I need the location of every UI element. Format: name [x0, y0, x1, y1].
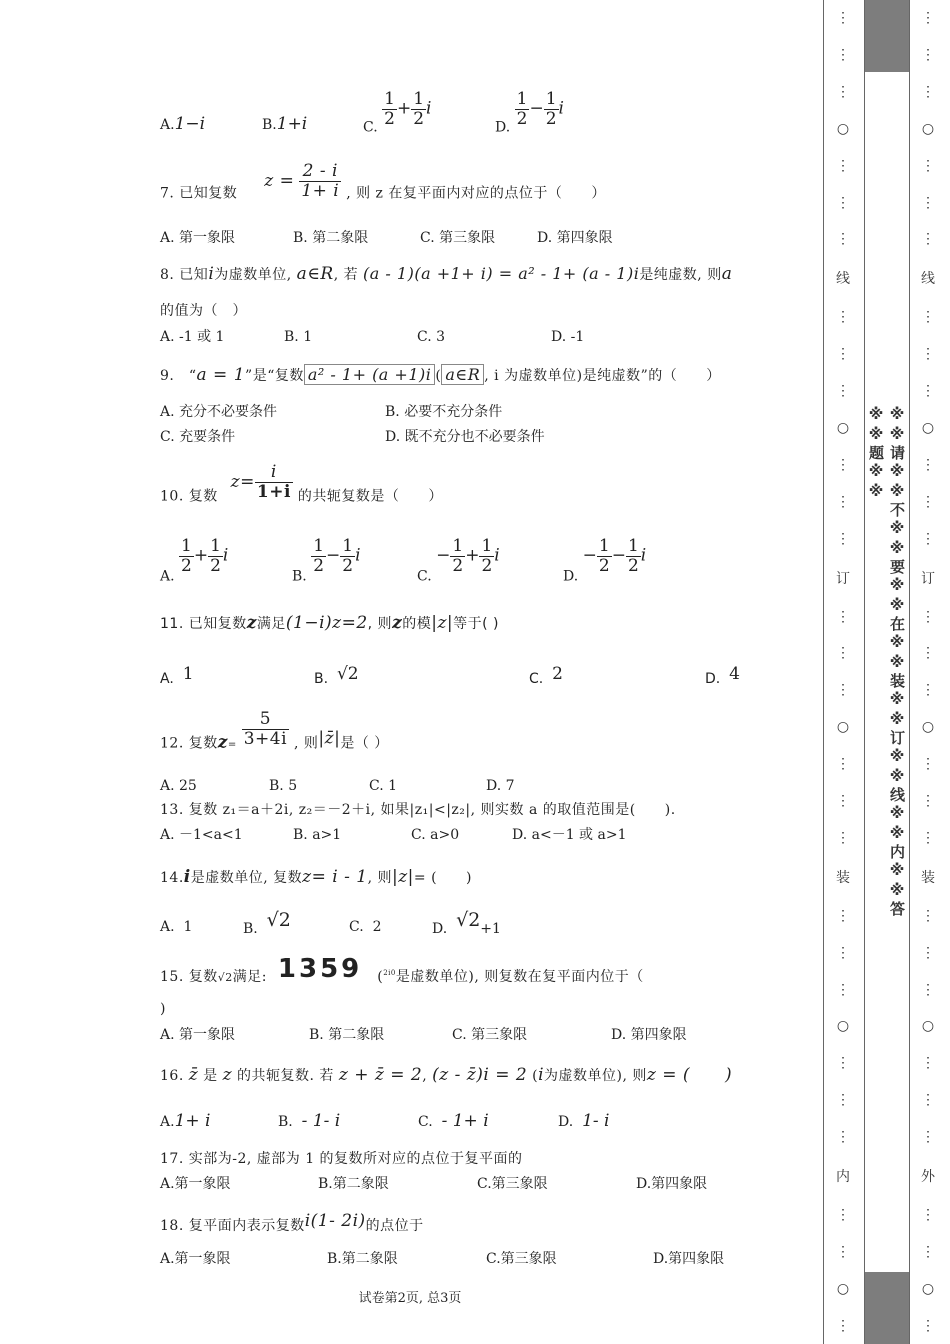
question-13: 13. 复数 z₁＝a＋2i, z₂＝－2＋i, 如果|z₁|<|z₂|, 则实数 a 的取值范围是( ).: [160, 802, 676, 818]
q16-option-c: C. - 1+ i: [418, 1111, 489, 1131]
label-xian: 线: [836, 271, 850, 288]
hole-circle: ○: [836, 1280, 850, 1297]
question-17: 17. 实部为-2, 虚部为 1 的复数所对应的点位于复平面的: [160, 1151, 523, 1167]
binding-line-mid: [864, 0, 865, 1344]
no-answer-warning: ※※请※※不※※要※※在※※装※※订※※线※※内※※答※※题※※: [867, 405, 906, 918]
question-8: 8. 已知i为虚数单位, a∈R, 若 (a - 1)(a +1+ i) = a² - 1+ (a - 1)i是纯虚数, 则a: [160, 264, 733, 284]
label-ding: 订: [836, 570, 850, 587]
hole-circle: ○: [836, 120, 850, 137]
q11-option-a: A. 1: [160, 664, 194, 687]
hole-circle: ○: [921, 1018, 935, 1035]
hole-circle: ○: [921, 719, 935, 736]
question-12: 12. 复数$z_=$ $\frac{5}{3+4i}$ , 则|z̄|是（ ）: [160, 709, 389, 753]
q17-option-a: A.第一象限: [160, 1176, 231, 1192]
hole-circle: ○: [836, 1018, 850, 1035]
question-16: 16. z̄ 是 z 的共轭复数. 若 z + z̄ = 2, (z - z̄)i = 2 (i为虚数单位), 则z = ( ): [160, 1065, 733, 1085]
q9-option-d: D. 既不充分也不必要条件: [385, 429, 545, 445]
q15-option-a: A. 第一象限: [160, 1027, 236, 1043]
q7-option-a: A. 第一象限: [160, 230, 236, 246]
q10-option-a: A. $\frac{1}{2}$ + $\frac{1}{2}$ i: [160, 536, 229, 585]
hole-circle: ○: [836, 419, 850, 436]
q15-option-c: C. 第三象限: [452, 1027, 528, 1043]
q14-option-b: B. √2: [243, 909, 291, 937]
q18-option-c: C.第三象限: [486, 1251, 557, 1267]
q9-option-b: B. 必要不充分条件: [385, 404, 503, 420]
q8-option-a: A. -1 或 1: [160, 329, 225, 345]
question-18: 18. 复平面内表示复数i(1- 2i)的点位于: [160, 1211, 424, 1234]
question-11: 11. 已知复数z满足(1−i)z=2, 则z的模|z|等于( ): [160, 613, 500, 633]
q17-option-b: B.第二象限: [318, 1176, 389, 1192]
inner-binding-column: ⋮ ⋮ ⋮ ○ ⋮ ⋮ ⋮ 线 ⋮ ⋮ ⋮ ○ ⋮ ⋮ ⋮ 订 ⋮ ⋮ ⋮ ○ ⋮ ⋮ ⋮ 装 ⋮ ⋮ ⋮ ○ ⋮ ⋮ ⋮ 内 ⋮ ⋮ ○ ⋮: [836, 10, 850, 1334]
q17-option-c: C.第三象限: [477, 1176, 548, 1192]
q6-option-b: B.1+i: [262, 114, 308, 134]
q10-option-b: B. $\frac{1}{2}$ − $\frac{1}{2}$ i: [292, 536, 361, 585]
q9-option-c: C. 充要条件: [160, 429, 236, 445]
q11-option-c: C. 2: [529, 664, 563, 687]
q7-option-c: C. 第三象限: [420, 230, 496, 246]
q13-option-d: D. a<－1 或 a>1: [512, 827, 627, 843]
grey-bar-top: [865, 0, 909, 72]
q13-option-a: A. －1<a<1: [160, 827, 243, 843]
q9-option-a: A. 充分不必要条件: [160, 404, 278, 420]
q12-option-c: C. 1: [369, 778, 398, 794]
q11-option-b: B. √2: [314, 664, 359, 687]
q15-option-d: D. 第四象限: [611, 1027, 687, 1043]
outer-binding-column: ⋮ ⋮ ⋮ ○ ⋮ ⋮ ⋮ 线 ⋮ ⋮ ⋮ ○ ⋮ ⋮ ⋮ 订 ⋮ ⋮ ⋮ ○ ⋮ ⋮ ⋮ 装 ⋮ ⋮ ⋮ ○ ⋮ ⋮ ⋮ 外 ⋮ ⋮ ○ ⋮: [921, 10, 935, 1334]
q13-option-c: C. a>0: [411, 827, 460, 843]
question-8-line2: 的值为（ ）: [160, 303, 247, 319]
label-ding: 订: [921, 570, 935, 587]
q18-option-a: A.第一象限: [160, 1251, 231, 1267]
question-9: 9. “a = 1”是“复数 a² - 1+ (a +1)i ( a∈R , i 为虚数单位)是纯虚数”的（ ）: [160, 365, 721, 385]
q15-option-b: B. 第二象限: [309, 1027, 385, 1043]
q12-option-b: B. 5: [269, 778, 298, 794]
label-nei: 内: [836, 1169, 850, 1186]
q6-option-a: A.1−i: [160, 114, 206, 134]
question-15: 15. 复数√2满足: 1359 ($^{2i0}$是虚数单位), 则复数在复平面内位于（: [160, 954, 644, 985]
q6-option-d: D. $\frac{1}{2}$ − $\frac{1}{2}$ i: [495, 89, 564, 136]
q8-option-b: B. 1: [284, 329, 313, 345]
q10-option-c: C. − $\frac{1}{2}$ + $\frac{1}{2}$ i: [417, 536, 500, 585]
hole-circle: ○: [921, 419, 935, 436]
q16-option-a: A.1+ i: [160, 1111, 211, 1131]
binding-line-inner: [823, 0, 824, 1344]
question-14: 14.i是虚数单位, 复数z= i - 1, 则|z|= ( ): [160, 867, 472, 887]
q7-option-d: D. 第四象限: [537, 230, 613, 246]
q8-option-c: C. 3: [417, 329, 446, 345]
q11-option-d: D. 4: [705, 664, 740, 687]
hole-circle: ○: [836, 719, 850, 736]
grey-bar-bottom: [865, 1272, 909, 1344]
label-zhuang: 装: [921, 869, 935, 886]
q10-option-d: D. − $\frac{1}{2}$ − $\frac{1}{2}$ i: [563, 536, 647, 585]
q18-option-d: D.第四象限: [653, 1251, 725, 1267]
question-10: 10. 复数 z= $\frac{i}{1+i}$ 的共轭复数是（ ）: [160, 462, 443, 505]
binding-line-outer: [909, 0, 910, 1344]
q17-option-d: D.第四象限: [636, 1176, 708, 1192]
label-xian: 线: [921, 271, 935, 288]
q13-option-b: B. a>1: [293, 827, 342, 843]
q6-option-c: C. $\frac{1}{2}$ + $\frac{1}{2}$ i: [363, 89, 432, 136]
hole-circle: ○: [921, 120, 935, 137]
question-15-line2: ): [160, 1001, 166, 1017]
q8-option-d: D. -1: [551, 329, 585, 345]
label-wai: 外: [921, 1169, 935, 1186]
q16-option-d: D. 1- i: [558, 1111, 610, 1131]
q12-option-a: A. 25: [160, 778, 197, 794]
q16-option-b: B. - 1- i: [278, 1111, 341, 1131]
q14-option-d: D. √2+1: [432, 909, 501, 937]
question-7: 7. 已知复数 z = $\frac{2 - i}{1+ i}$ , 则 z 在复平面内对应的点位于（ ）: [160, 161, 606, 202]
q14-option-a: A. 1: [160, 919, 193, 935]
page-footer: 试卷第2页, 总3页: [358, 1291, 462, 1306]
hole-circle: ○: [921, 1280, 935, 1297]
label-zhuang: 装: [836, 869, 850, 886]
q14-option-c: C. 2: [349, 919, 382, 935]
q7-option-b: B. 第二象限: [293, 230, 369, 246]
q12-option-d: D. 7: [486, 778, 515, 794]
q18-option-b: B.第二象限: [327, 1251, 398, 1267]
